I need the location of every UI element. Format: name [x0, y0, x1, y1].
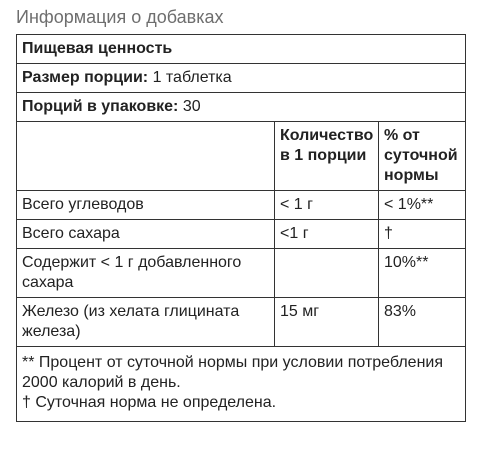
column-header-amount: Количество в 1 порции [275, 122, 379, 191]
header-empty-cell [17, 122, 275, 191]
row-daily-value: 83% [379, 298, 466, 347]
table-row [17, 220, 466, 249]
supplement-facts-table [16, 34, 466, 422]
row-daily-value: < 1%** [379, 191, 466, 220]
row-amount: < 1 г [275, 191, 379, 220]
column-header-row [17, 122, 466, 191]
serving-size-row [17, 64, 466, 93]
servings-label: Порций в упаковке: [22, 98, 179, 115]
footnote-not-established: † Суточная норма не определена. [22, 394, 277, 411]
row-amount [275, 249, 379, 298]
footnote-daily-value: ** Процент от суточной нормы при условии потребления 2000 калорий в день. [22, 354, 444, 391]
table-title-row [17, 35, 466, 64]
row-name: Содержит < 1 г добавленного сахара [17, 249, 275, 298]
table-row [17, 249, 466, 298]
row-amount: 15 мг [275, 298, 379, 347]
row-name: Всего сахара [17, 220, 275, 249]
serving-size-label: Размер порции: [22, 69, 149, 86]
serving-size-value: 1 таблетка [152, 69, 232, 86]
row-name: Железо (из хелата глицината железа) [17, 298, 275, 347]
footnotes-row [17, 347, 466, 422]
footnotes-cell [17, 347, 466, 422]
row-daily-value: 10%** [379, 249, 466, 298]
serving-size-cell [17, 64, 466, 93]
row-amount: <1 г [275, 220, 379, 249]
servings-per-container-row [17, 93, 466, 122]
servings-value: 30 [182, 98, 201, 115]
row-name: Всего углеводов [17, 191, 275, 220]
column-header-daily-value: % от суточной нормы [379, 122, 466, 191]
table-row [17, 298, 466, 347]
table-title: Пищевая ценность [17, 35, 466, 64]
page-title: Информация о добавках [16, 7, 224, 27]
table-row [17, 191, 466, 220]
row-daily-value: † [379, 220, 466, 249]
servings-cell [17, 93, 466, 122]
